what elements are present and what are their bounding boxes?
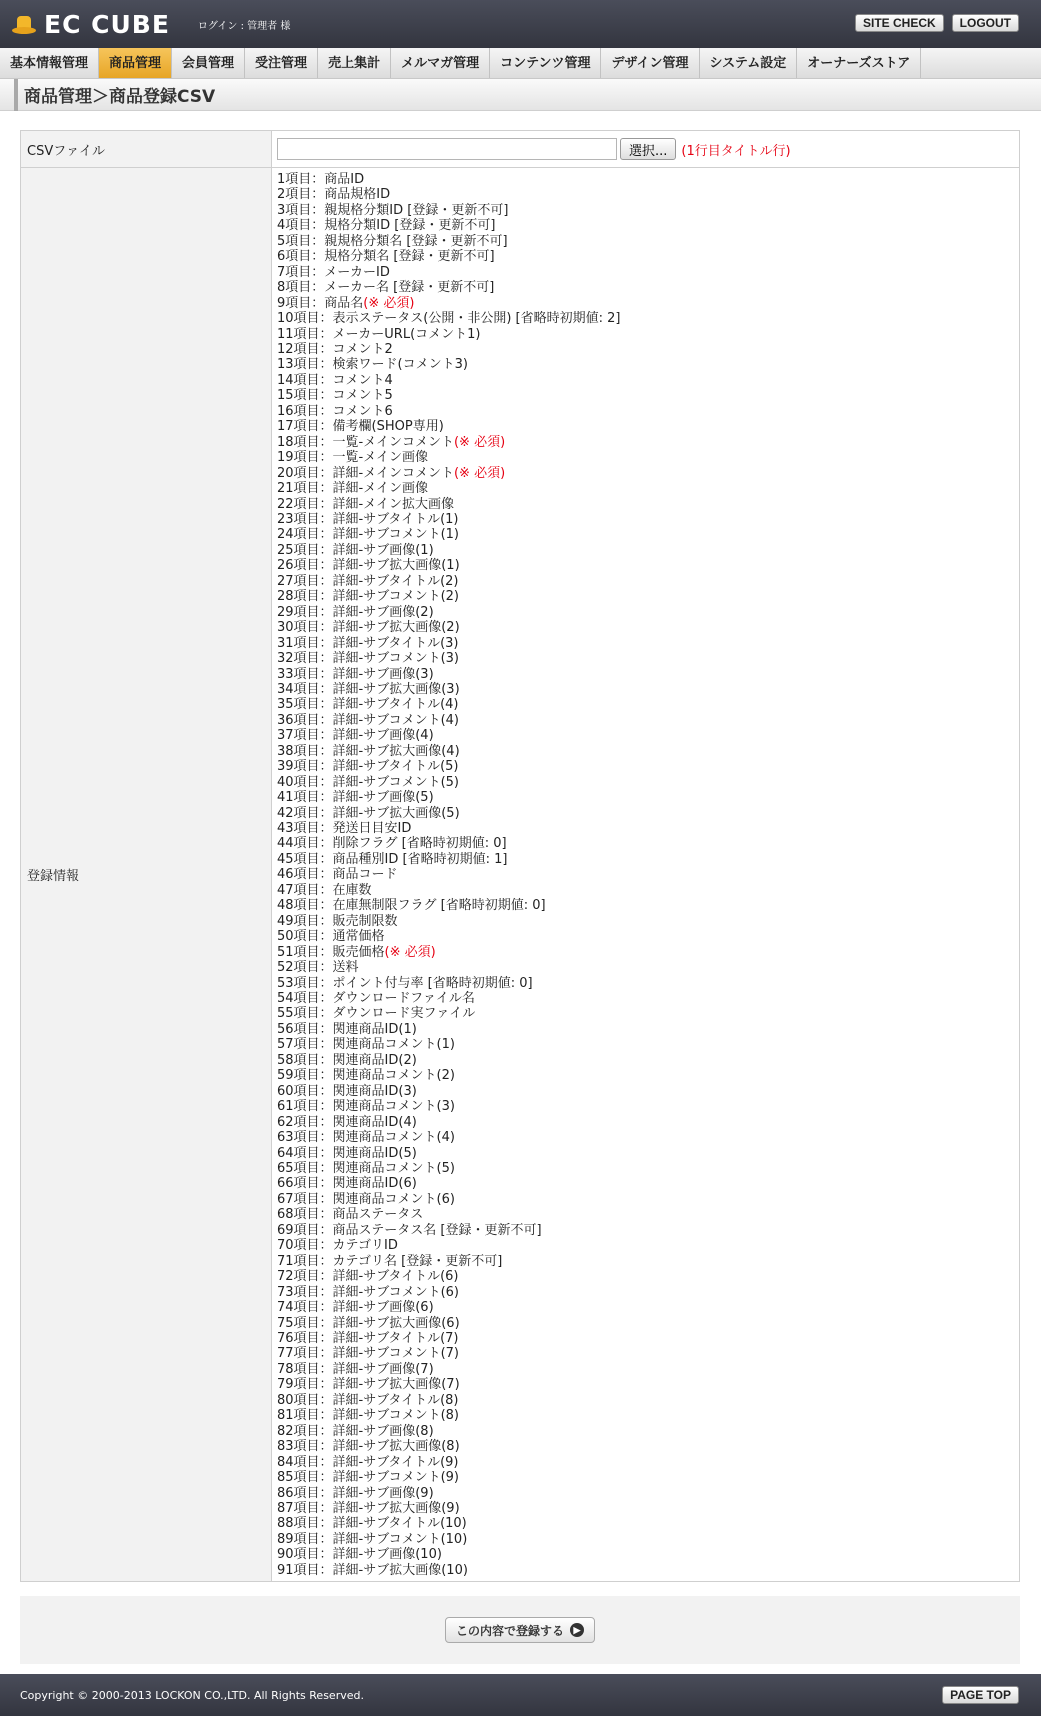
field-item [277, 450, 1019, 465]
field-text: 22項目：詳細-メイン拡大画像 [277, 496, 454, 512]
field-item [277, 991, 1019, 1006]
field-item [277, 249, 1019, 264]
field-text: 89項目：詳細-サブコメント(10) [277, 1531, 468, 1547]
register-button[interactable] [445, 1617, 595, 1643]
field-item [277, 342, 1019, 357]
field-text: 8項目：メーカー名 [登録・更新不可] [277, 280, 495, 296]
field-text: 9項目：商品名 [277, 295, 364, 311]
field-item [277, 1408, 1019, 1423]
field-item [277, 636, 1019, 651]
field-item [277, 1068, 1019, 1083]
field-text: 43項目：発送日目安ID [277, 821, 412, 837]
field-item [277, 1346, 1019, 1361]
field-item [277, 1362, 1019, 1377]
field-text: 21項目：詳細-メイン画像 [277, 481, 428, 497]
field-text: 54項目：ダウンロードファイル名 [277, 991, 475, 1007]
field-item [277, 435, 1019, 450]
field-item [277, 265, 1019, 280]
field-text: 4項目：規格分類ID [登録・更新不可] [277, 218, 496, 234]
field-item [277, 682, 1019, 697]
registration-info-row [21, 168, 1020, 1582]
field-item [277, 728, 1019, 743]
field-text: 23項目：詳細-サブタイトル(1) [277, 511, 459, 527]
field-text: 69項目：商品ステータス名 [登録・更新不可] [277, 1222, 542, 1238]
csv-file-input[interactable] [277, 138, 617, 160]
field-text: 68項目：商品ステータス [277, 1207, 424, 1223]
field-item [277, 867, 1019, 882]
field-text: 50項目：通常価格 [277, 929, 385, 945]
field-item [277, 1022, 1019, 1037]
field-text: 62項目：関連商品ID(4) [277, 1114, 417, 1130]
field-list [277, 168, 1019, 1581]
file-select-button[interactable]: 選択... [620, 138, 676, 160]
field-item [277, 234, 1019, 249]
field-item [277, 1115, 1019, 1130]
field-text: 84項目：詳細-サブタイトル(9) [277, 1454, 459, 1470]
field-text: 11項目：メーカーURL(コメント1) [277, 326, 481, 342]
required-mark: (※ 必須) [384, 944, 436, 960]
field-item [277, 1238, 1019, 1253]
field-item [277, 1099, 1019, 1114]
field-text: 40項目：詳細-サブコメント(5) [277, 774, 459, 790]
field-item [277, 1084, 1019, 1099]
field-item [277, 419, 1019, 434]
ec-cube-hat-icon [12, 13, 36, 35]
field-item [277, 1470, 1019, 1485]
field-item [277, 775, 1019, 790]
field-text: 59項目：関連商品コメント(2) [277, 1068, 455, 1084]
field-item [277, 512, 1019, 527]
field-text: 52項目：送料 [277, 960, 359, 976]
field-item [277, 929, 1019, 944]
field-text: 15項目：コメント5 [277, 388, 393, 404]
field-text: 74項目：詳細-サブ画像(6) [277, 1300, 434, 1316]
field-text: 34項目：詳細-サブ拡大画像(3) [277, 681, 460, 697]
nav-item-3[interactable]: 受注管理 [245, 48, 318, 78]
field-text: 66項目：関連商品ID(6) [277, 1176, 417, 1192]
field-text: 48項目：在庫無制限フラグ [省略時初期値: 0] [277, 898, 546, 914]
field-item [277, 558, 1019, 573]
field-text: 25項目：詳細-サブ画像(1) [277, 542, 434, 558]
field-item [277, 1285, 1019, 1300]
field-item [277, 1207, 1019, 1222]
field-text: 44項目：削除フラグ [省略時初期値: 0] [277, 836, 507, 852]
field-text: 28項目：詳細-サブコメント(2) [277, 589, 459, 605]
field-item [277, 667, 1019, 682]
field-text: 37項目：詳細-サブ画像(4) [277, 728, 434, 744]
field-text: 79項目：詳細-サブ拡大画像(7) [277, 1377, 460, 1393]
field-item [277, 280, 1019, 295]
header-actions [855, 14, 1019, 32]
title-row-note: (1行目タイトル行) [681, 143, 791, 159]
field-item [277, 589, 1019, 604]
field-text: 32項目：詳細-サブコメント(3) [277, 651, 459, 667]
field-text: 86項目：詳細-サブ画像(9) [277, 1485, 434, 1501]
logo-text: EC CUBE [44, 9, 170, 39]
arrow-right-icon: ▶ [570, 1623, 584, 1637]
field-item [277, 914, 1019, 929]
field-text: 46項目：商品コード [277, 867, 398, 883]
field-item [277, 172, 1019, 187]
field-text: 3項目：親規格分類ID [登録・更新不可] [277, 202, 509, 218]
field-item [277, 1176, 1019, 1191]
field-item [277, 1130, 1019, 1145]
field-item [277, 976, 1019, 991]
field-text: 27項目：詳細-サブタイトル(2) [277, 573, 459, 589]
field-item [277, 311, 1019, 326]
field-text: 41項目：詳細-サブ画像(5) [277, 790, 434, 806]
field-text: 38項目：詳細-サブ拡大画像(4) [277, 743, 460, 759]
field-text: 30項目：詳細-サブ拡大画像(2) [277, 620, 460, 636]
field-item [277, 481, 1019, 496]
title-bar [0, 79, 1041, 111]
field-item [277, 1439, 1019, 1454]
csv-file-row [21, 131, 1020, 168]
field-text: 71項目：カテゴリ名 [登録・更新不可] [277, 1253, 503, 1269]
field-text: 7項目：メーカーID [277, 264, 390, 280]
field-text: 33項目：詳細-サブ画像(3) [277, 666, 434, 682]
field-item [277, 1161, 1019, 1176]
field-text: 39項目：詳細-サブタイトル(5) [277, 759, 459, 775]
field-text: 70項目：カテゴリID [277, 1238, 398, 1254]
field-text: 2項目：商品規格ID [277, 187, 391, 203]
required-mark: (※ 必須) [363, 295, 415, 311]
field-text: 57項目：関連商品コメント(1) [277, 1037, 455, 1053]
field-item [277, 1547, 1019, 1562]
field-text: 13項目：検索ワード(コメント3) [277, 357, 468, 373]
field-text: 31項目：詳細-サブタイトル(3) [277, 635, 459, 651]
field-text: 17項目：備考欄(SHOP専用) [277, 419, 444, 435]
field-item [277, 759, 1019, 774]
page-title: 商品管理＞商品登録CSV [24, 87, 216, 107]
field-text: 35項目：詳細-サブタイトル(4) [277, 697, 459, 713]
field-text: 90項目：詳細-サブ画像(10) [277, 1547, 442, 1563]
field-item [277, 527, 1019, 542]
field-item [277, 357, 1019, 372]
field-text: 60項目：関連商品ID(3) [277, 1083, 417, 1099]
field-text: 67項目：関連商品コメント(6) [277, 1191, 455, 1207]
field-text: 63項目：関連商品コメント(4) [277, 1130, 455, 1146]
field-item [277, 1053, 1019, 1068]
field-item [277, 744, 1019, 759]
field-text: 20項目：詳細-メインコメント [277, 465, 454, 481]
field-text: 80項目：詳細-サブタイトル(8) [277, 1392, 459, 1408]
field-text: 36項目：詳細-サブコメント(4) [277, 712, 459, 728]
field-item [277, 1377, 1019, 1392]
field-text: 51項目：販売価格 [277, 944, 385, 960]
field-text: 53項目：ポイント付与率 [省略時初期値: 0] [277, 975, 533, 991]
field-item [277, 605, 1019, 620]
field-text: 6項目：規格分類名 [登録・更新不可] [277, 249, 495, 265]
field-item [277, 1501, 1019, 1516]
field-text: 10項目：表示ステータス(公開・非公開) [省略時初期値: 2] [277, 311, 621, 327]
nav-item-8[interactable]: システム設定 [700, 48, 798, 78]
field-item [277, 1254, 1019, 1269]
field-text: 64項目：関連商品ID(5) [277, 1145, 417, 1161]
field-text: 5項目：親規格分類名 [登録・更新不可] [277, 233, 508, 249]
field-item [277, 466, 1019, 481]
field-text: 29項目：詳細-サブ画像(2) [277, 604, 434, 620]
field-text: 61項目：関連商品コメント(3) [277, 1099, 455, 1115]
csv-file-cell [272, 131, 1020, 168]
field-item [277, 806, 1019, 821]
field-item [277, 1532, 1019, 1547]
field-item [277, 388, 1019, 403]
field-text: 82項目：詳細-サブ画像(8) [277, 1423, 434, 1439]
register-button-label: この内容で登録する [455, 1623, 564, 1638]
main-nav [0, 48, 1041, 79]
field-text: 1項目：商品ID [277, 172, 365, 187]
field-item [277, 1393, 1019, 1408]
field-item [277, 852, 1019, 867]
field-text: 47項目：在庫数 [277, 882, 372, 898]
header [0, 0, 1041, 48]
field-item [277, 883, 1019, 898]
field-item [277, 960, 1019, 975]
field-text: 83項目：詳細-サブ拡大画像(8) [277, 1439, 460, 1455]
field-item [277, 1424, 1019, 1439]
field-item [277, 1223, 1019, 1238]
field-item [277, 713, 1019, 728]
field-item [277, 1455, 1019, 1470]
field-text: 18項目：一覧-メインコメント [277, 434, 454, 450]
field-item [277, 1037, 1019, 1052]
field-item [277, 574, 1019, 589]
csv-form-table [20, 130, 1020, 1582]
field-text: 85項目：詳細-サブコメント(9) [277, 1470, 459, 1486]
field-item [277, 790, 1019, 805]
field-item [277, 296, 1019, 311]
field-item [277, 373, 1019, 388]
field-item [277, 836, 1019, 851]
field-item [277, 1486, 1019, 1501]
field-text: 88項目：詳細-サブタイトル(10) [277, 1516, 467, 1532]
csv-file-label: CSVファイル [21, 131, 272, 168]
nav-item-5[interactable]: メルマガ管理 [391, 48, 490, 78]
field-text: 24項目：詳細-サブコメント(1) [277, 527, 459, 543]
field-item [277, 697, 1019, 712]
nav-item-4[interactable]: 売上集計 [318, 48, 391, 78]
nav-item-1[interactable]: 商品管理 [99, 48, 172, 78]
field-item [277, 327, 1019, 342]
field-item [277, 945, 1019, 960]
field-item [277, 1316, 1019, 1331]
field-item [277, 203, 1019, 218]
field-text: 55項目：ダウンロード実ファイル [277, 1006, 476, 1022]
title-accent [14, 79, 18, 111]
nav-item-7[interactable]: デザイン管理 [601, 48, 699, 78]
field-text: 65項目：関連商品コメント(5) [277, 1161, 455, 1176]
page-top-button[interactable]: PAGE TOP [942, 1686, 1019, 1704]
field-item [277, 1146, 1019, 1161]
field-item [277, 821, 1019, 836]
nav-item-6[interactable]: コンテンツ管理 [490, 48, 601, 78]
field-item [277, 404, 1019, 419]
registration-info-label: 登録情報 [21, 168, 272, 1582]
field-item [277, 651, 1019, 666]
field-item [277, 1269, 1019, 1284]
copyright: Copyright © 2000-2013 LOCKON CO.,LTD. All Rights Reserved. [20, 1688, 364, 1702]
site-check-button[interactable]: SITE CHECK [855, 14, 944, 32]
required-mark: (※ 必須) [453, 434, 506, 450]
submit-area [20, 1596, 1020, 1664]
required-mark: (※ 必須) [453, 465, 506, 481]
field-item [277, 497, 1019, 512]
logout-button[interactable]: LOGOUT [952, 14, 1019, 32]
field-item [277, 1192, 1019, 1207]
field-text: 72項目：詳細-サブタイトル(6) [277, 1269, 459, 1285]
field-text: 78項目：詳細-サブ画像(7) [277, 1361, 434, 1377]
field-text: 12項目：コメント2 [277, 341, 393, 357]
field-text: 58項目：関連商品ID(2) [277, 1052, 417, 1068]
nav-item-2[interactable]: 会員管理 [172, 48, 245, 78]
footer [0, 1674, 1041, 1716]
field-item [277, 187, 1019, 202]
field-item [277, 620, 1019, 635]
field-text: 14項目：コメント4 [277, 372, 393, 388]
field-text: 45項目：商品種別ID [省略時初期値: 1] [277, 851, 508, 867]
field-text: 91項目：詳細-サブ拡大画像(10) [277, 1562, 468, 1578]
field-text: 56項目：関連商品ID(1) [277, 1021, 417, 1037]
field-text: 42項目：詳細-サブ拡大画像(5) [277, 805, 460, 821]
field-text: 87項目：詳細-サブ拡大画像(9) [277, 1500, 460, 1516]
field-item [277, 1006, 1019, 1021]
field-item [277, 218, 1019, 233]
field-item [277, 1331, 1019, 1346]
login-status: ログイン : 管理者 様 [197, 20, 291, 32]
field-text: 81項目：詳細-サブコメント(8) [277, 1408, 459, 1424]
logo[interactable] [12, 10, 170, 39]
nav-item-0[interactable]: 基本情報管理 [0, 48, 99, 78]
field-text: 16項目：コメント6 [277, 403, 393, 419]
registration-info-cell [272, 168, 1020, 1582]
field-item [277, 1300, 1019, 1315]
field-item [277, 543, 1019, 558]
field-text: 19項目：一覧-メイン画像 [277, 450, 428, 466]
field-item [277, 1563, 1019, 1578]
field-text: 26項目：詳細-サブ拡大画像(1) [277, 558, 460, 574]
field-text: 73項目：詳細-サブコメント(6) [277, 1284, 459, 1300]
field-text: 77項目：詳細-サブコメント(7) [277, 1346, 459, 1362]
nav-item-9[interactable]: オーナーズストア [797, 48, 921, 78]
field-text: 49項目：販売制限数 [277, 913, 398, 929]
field-item [277, 1516, 1019, 1531]
field-item [277, 898, 1019, 913]
field-text: 75項目：詳細-サブ拡大画像(6) [277, 1315, 460, 1331]
field-text: 76項目：詳細-サブタイトル(7) [277, 1330, 459, 1346]
